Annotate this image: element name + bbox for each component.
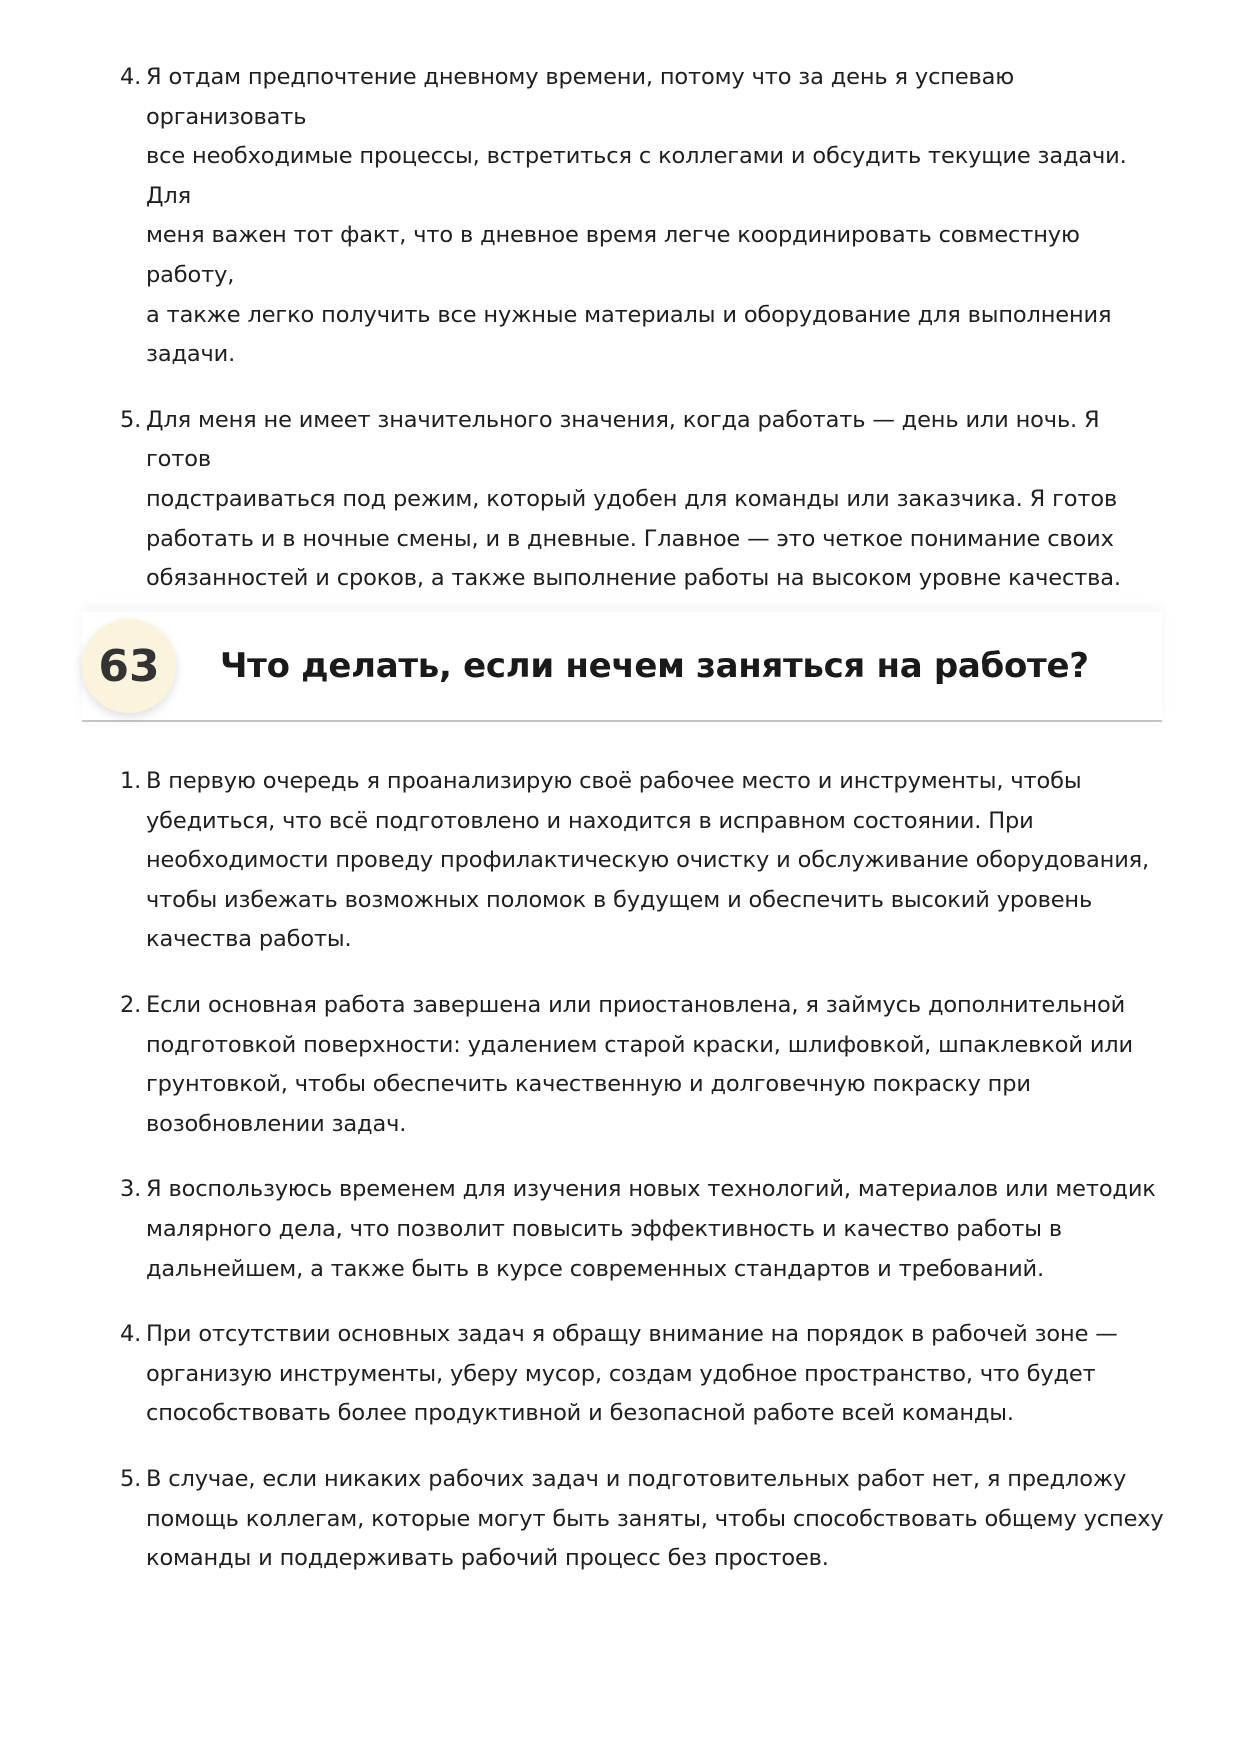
- answer-line: Для меня не имеет значительного значения, когда работать — день или ночь. Я готов: [146, 406, 1100, 473]
- answer-item: [120, 58, 1170, 375]
- answer-line: задачи.: [146, 341, 236, 368]
- question-title: Что делать, если нечем заняться на работе?: [220, 646, 1089, 686]
- answer-text: [146, 1460, 1170, 1579]
- answer-line: помощь коллегам, которые могут быть заняты, чтобы способствовать общему успеху: [146, 1505, 1164, 1532]
- answer-line: Я воспользуюсь временем для изучения новых технологий, материалов или методик: [146, 1176, 1156, 1203]
- answer-line: необходимости проведу профилактическую очистку и обслуживание оборудования,: [146, 847, 1150, 874]
- answer-item: [120, 1460, 1170, 1579]
- answer-line: В первую очередь я проанализирую своё рабочее место и инструменты, чтобы: [146, 768, 1082, 794]
- answer-line: а также легко получить все нужные материалы и оборудование для выполнения: [146, 301, 1112, 328]
- answer-line: работать и в ночные смены, и в дневные. Главное — это четкое понимание своих: [146, 525, 1114, 552]
- answer-number: 5 .: [120, 1460, 141, 1500]
- answer-line: все необходимые процессы, встретиться с коллегами и обсудить текущие задачи. Для: [146, 143, 1127, 209]
- answer-item: [120, 762, 1170, 960]
- answer-line: качества работы.: [146, 926, 352, 953]
- answer-line: организую инструменты, уберу мусор, создам удобное пространство, что будет: [146, 1360, 1096, 1387]
- answer-line: Если основная работа завершена или приостановлена, я займусь дополнительной: [146, 991, 1126, 1018]
- answer-line: малярного дела, что позволит повысить эффективность и качество работы в: [146, 1215, 1063, 1242]
- answer-number: 2 .: [120, 986, 141, 1026]
- answer-text: [146, 401, 1170, 599]
- answer-text: [146, 986, 1170, 1144]
- question-number-badge: 63: [82, 619, 176, 713]
- answer-item: [120, 1170, 1170, 1289]
- question-header: [82, 612, 1162, 722]
- answer-line: чтобы избежать возможных поломок в будущем и обеспечить высокий уровень: [146, 886, 1093, 913]
- answer-text: [146, 1170, 1170, 1289]
- previous-answers-list: [120, 58, 1170, 625]
- answer-line: убедиться, что всё подготовлено и находится в исправном состоянии. При: [146, 807, 1034, 834]
- answer-line: дальнейшем, а также быть в курсе современных стандартов и требований.: [146, 1255, 1045, 1282]
- answer-text: [146, 1315, 1170, 1434]
- answer-line: обязанностей и сроков, а также выполнение работы на высоком уровне качества.: [146, 565, 1121, 592]
- answer-number: 1 .: [120, 762, 141, 802]
- answer-text: [146, 58, 1170, 375]
- answer-number: 3 .: [120, 1170, 141, 1210]
- answer-item: [120, 986, 1170, 1144]
- answer-line: подстраиваться под режим, который удобен для команды или заказчика. Я готов: [146, 485, 1118, 512]
- answer-line: грунтовкой, чтобы обеспечить качественную и долговечную покраску при: [146, 1071, 1031, 1098]
- answer-number: 4 .: [120, 58, 141, 98]
- answer-line: возобновлении задач.: [146, 1110, 407, 1137]
- answers-list: [120, 762, 1170, 1605]
- answer-line: При отсутствии основных задач я обращу внимание на порядок в рабочей зоне —: [146, 1321, 1118, 1348]
- answer-line: В случае, если никаких рабочих задач и подготовительных работ нет, я предложу: [146, 1465, 1127, 1492]
- answer-line: Я отдам предпочтение дневному времени, потому что за день я успеваю организовать: [146, 64, 1015, 130]
- answer-number: 5 .: [120, 401, 141, 441]
- answer-number: 4 .: [120, 1315, 141, 1355]
- answer-line: подготовкой поверхности: удалением старой краски, шлифовкой, шпаклевкой или: [146, 1031, 1134, 1058]
- answer-line: команды и поддерживать рабочий процесс без простоев.: [146, 1545, 829, 1572]
- answer-item: [120, 1315, 1170, 1434]
- answer-item: [120, 401, 1170, 599]
- answer-line: способствовать более продуктивной и безопасной работе всей команды.: [146, 1400, 1014, 1427]
- answer-text: [146, 762, 1170, 960]
- answer-line: меня важен тот факт, что в дневное время легче координировать совместную работу,: [146, 222, 1080, 288]
